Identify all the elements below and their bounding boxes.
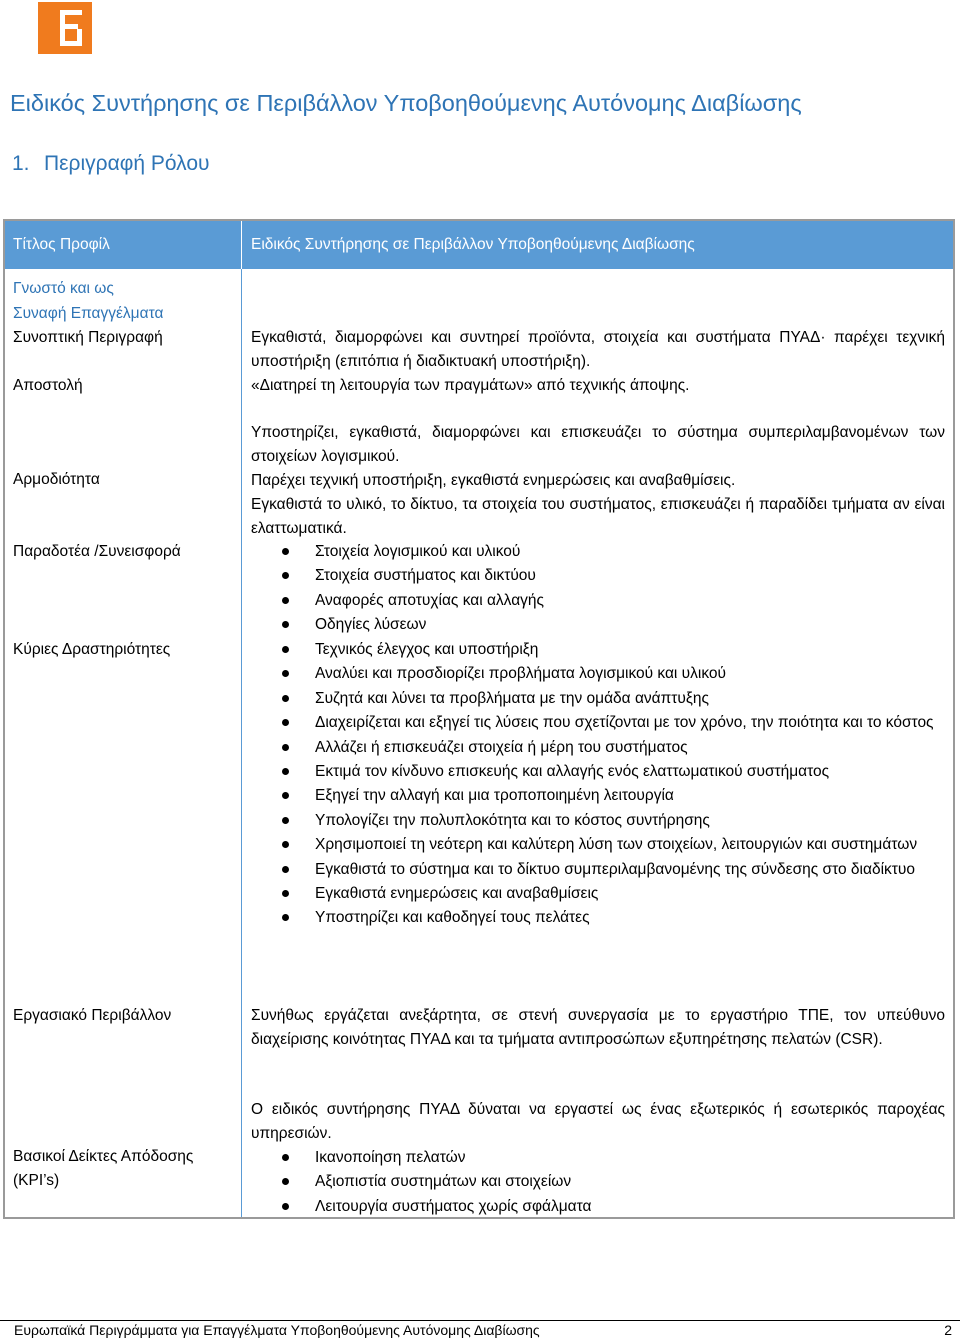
environment-text: Συνήθως εργάζεται ανεξάρτητα, σε στενή συνεργασία με το εργαστήριο ΤΠΕ, τον υπεύθυνο διαχείρισης κοινότητας ΠΥΑΔ και τα τμήματα αντιπροσώπων εξυπηρέτησης πελατών (CSR). — [251, 1007, 945, 1048]
activities-list — [251, 638, 951, 931]
bullet-icon — [282, 621, 289, 628]
competence-item: Εγκαθιστά το υλικό, το δίκτυο, τα στοιχεία του συστήματος, επισκευάζει ή παραδίδει τμήματα αν είναι ελαττωματικά. — [251, 496, 945, 537]
competence-item: Παρέχει τεχνική υποστήριξη, εγκαθιστά ενημερώσεις και αναβαθμίσεις. — [251, 472, 736, 489]
list-item: Χρησιμοποιεί τη νεότερη και καλύτερη λύση των στοιχείων, λειτουργιών και συστημάτων — [251, 833, 951, 857]
related-professions-label: Συναφή Επαγγέλματα — [13, 305, 164, 322]
bullet-icon — [282, 841, 289, 848]
kpi-label-line1: Βασικοί Δείκτες Απόδοσης — [13, 1148, 194, 1165]
kpi-label-line2: (KPI’s) — [13, 1172, 60, 1189]
competence-label: Αρμοδιότητα — [13, 471, 100, 488]
column-divider — [241, 269, 242, 1217]
mission-label: Αποστολή — [13, 377, 83, 394]
list-item: Τεχνικός έλεγχος και υποστήριξη — [251, 638, 951, 662]
profile-title-label: Τίτλος Προφίλ — [13, 236, 110, 253]
logo-icon — [38, 2, 92, 54]
bullet-icon — [282, 1178, 289, 1185]
bullet-icon — [282, 548, 289, 555]
bullet-icon — [282, 1154, 289, 1161]
bullet-icon — [282, 670, 289, 677]
list-item: Στοιχεία συστήματος και δικτύου — [251, 564, 951, 588]
kpi-list — [251, 1146, 951, 1219]
bullet-icon — [282, 1203, 289, 1210]
list-item: Διαχειρίζεται και εξηγεί τις λύσεις που σχετίζονται με τον χρόνο, την ποιότητα και το κόστος — [251, 711, 951, 735]
bullet-icon — [282, 695, 289, 702]
activities-label: Κύριες Δραστηριότητες — [13, 641, 171, 658]
bullet-icon — [282, 572, 289, 579]
list-item: Υπολογίζει την πολυπλοκότητα και το κόστος συντήρησης — [251, 809, 951, 833]
list-item: Εκτιμά τον κίνδυνο επισκευής και αλλαγής ενός ελαττωματικού συστήματος — [251, 760, 951, 784]
list-item: Οδηγίες λύσεων — [251, 613, 951, 637]
mission-text: «Διατηρεί τη λειτουργία των πραγμάτων» από τεχνικής άποψης. — [251, 377, 690, 394]
section-heading — [12, 152, 210, 176]
bullet-icon — [282, 890, 289, 897]
list-item: Αξιοπιστία συστημάτων και στοιχείων — [251, 1170, 951, 1194]
page-footer — [0, 1320, 960, 1340]
list-item: Συζητά και λύνει τα προβλήματα με την ομάδα ανάπτυξης — [251, 687, 951, 711]
page-number: 2 — [944, 1322, 952, 1338]
role-profile-table — [3, 219, 955, 1219]
footer-text: Ευρωπαϊκά Περιγράμματα για Επαγγέλματα Υποβοηθούμενης Αυτόνομης Διαβίωσης — [14, 1322, 540, 1338]
bullet-icon — [282, 792, 289, 799]
summary-label: Συνοπτική Περιγραφή — [13, 329, 163, 346]
list-item: Υποστηρίζει και καθοδηγεί τους πελάτες — [251, 906, 951, 930]
list-item: Λειτουργία συστήματος χωρίς σφάλματα — [251, 1195, 951, 1219]
list-item: Αναλύει και προσδιορίζει προβλήματα λογισμικού και υλικού — [251, 662, 951, 686]
list-item: Ικανοποίηση πελατών — [251, 1146, 951, 1170]
profile-title-value: Ειδικός Συντήρησης σε Περιβάλλον Υποβοηθούμενης Διαβίωσης — [251, 236, 695, 253]
environment-label: Εργασιακό Περιβάλλον — [13, 1007, 172, 1024]
document-title: Ειδικός Συντήρησης σε Περιβάλλον Υποβοηθούμενης Αυτόνομης Διαβίωσης — [10, 90, 802, 116]
competence-item: Υποστηρίζει, εγκαθιστά, διαμορφώνει και επισκευάζει το σύστημα συμπεριλαμβανομένων των στοιχείων λογισμικού. — [251, 424, 945, 465]
known-as-label: Γνωστό και ως — [13, 280, 114, 297]
list-item: Στοιχεία λογισμικού και υλικού — [251, 540, 951, 564]
list-item: Εγκαθιστά το σύστημα και το δίκτυο συμπεριλαμβανομένης της σύνδεσης στο διαδίκτυο — [251, 858, 951, 882]
bullet-icon — [282, 914, 289, 921]
bullet-icon — [282, 744, 289, 751]
list-item: Αλλάζει ή επισκευάζει στοιχεία ή μέρη του συστήματος — [251, 736, 951, 760]
environment-text: Ο ειδικός συντήρησης ΠΥΑΔ δύναται να εργαστεί ως ένας εξωτερικός ή εσωτερικός παροχέας υπηρεσιών. — [251, 1101, 945, 1142]
list-item: Εξηγεί την αλλαγή και μια τροποποιημένη λειτουργία — [251, 784, 951, 808]
bullet-icon — [282, 646, 289, 653]
bullet-icon — [282, 768, 289, 775]
bullet-icon — [282, 597, 289, 604]
section-title: Περιγραφή Ρόλου — [44, 152, 210, 175]
list-item: Εγκαθιστά ενημερώσεις και αναβαθμίσεις — [251, 882, 951, 906]
list-item: Αναφορές αποτυχίας και αλλαγής — [251, 589, 951, 613]
bullet-icon — [282, 817, 289, 824]
summary-text: Εγκαθιστά, διαμορφώνει και συντηρεί προϊόντα, στοιχεία και συστήματα ΠΥΑΔ· παρέχει τεχνική υποστήριξη (επιτόπια ή διαδικτυακή υποστήριξη). — [251, 329, 945, 370]
deliverables-label: Παραδοτέα /Συνεισφορά — [13, 543, 181, 560]
bullet-icon — [282, 866, 289, 873]
section-number: 1. — [12, 152, 30, 175]
bullet-icon — [282, 719, 289, 726]
deliverables-list — [251, 540, 951, 638]
